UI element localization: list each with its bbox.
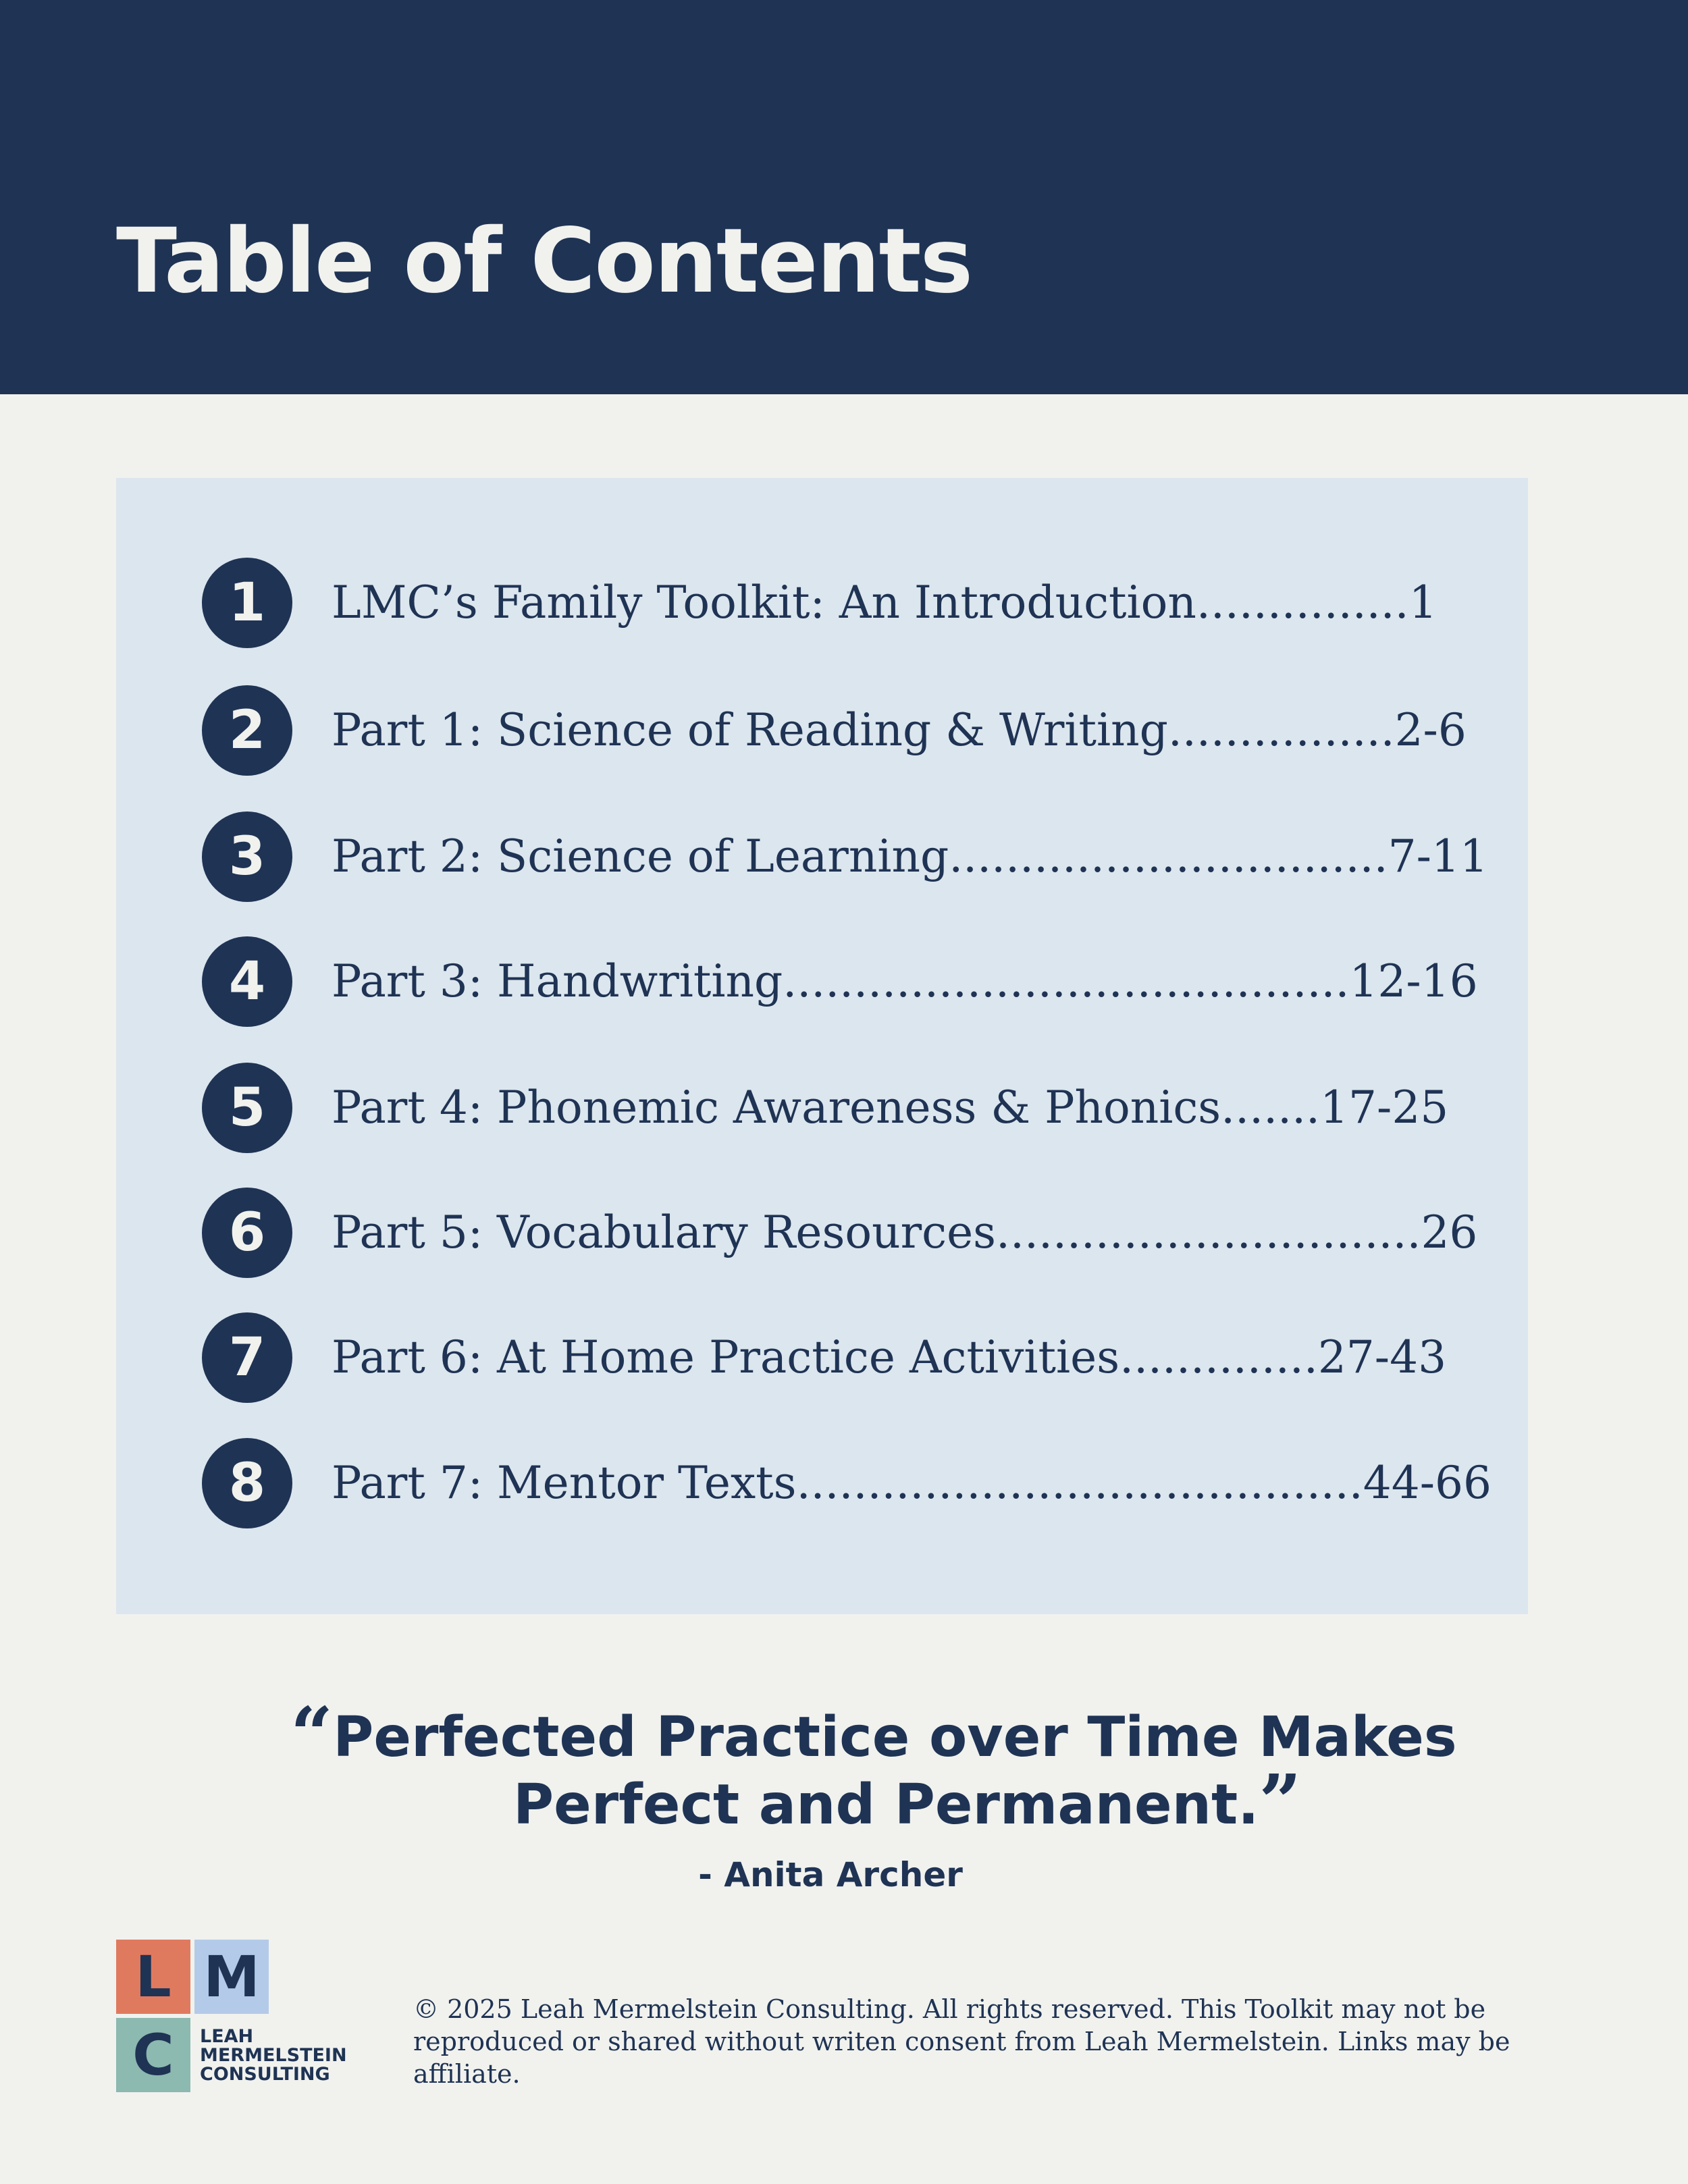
toc-page-range: 27-43 (1317, 1331, 1447, 1383)
toc-panel (116, 478, 1528, 1614)
lmc-logo (116, 1940, 346, 2096)
quote-author: - Anita Archer (698, 1855, 963, 1894)
toc-page-range: 26 (1421, 1206, 1478, 1258)
toc-entry-text (332, 1081, 1448, 1135)
toc-entry-text (332, 1456, 1492, 1510)
toc-leader-dots: ................ (1167, 704, 1395, 756)
toc-entry-text (332, 1331, 1446, 1385)
toc-page-range: 44-66 (1363, 1457, 1492, 1509)
toc-page-range: 12-16 (1349, 955, 1478, 1007)
toc-number-badge: 5 (202, 1063, 292, 1153)
logo-tile-c: C (116, 2018, 190, 2092)
logo-tile-l: L (116, 1940, 190, 2014)
quote-line-1 (290, 1690, 1457, 1778)
toc-entry-title: Part 7: Mentor Texts (332, 1457, 797, 1509)
toc-page-range: 2-6 (1394, 704, 1467, 756)
logo-wordmark-line: CONSULTING (200, 2064, 330, 2085)
toc-entry-title: Part 4: Phonemic Awareness & Phonics (332, 1082, 1221, 1134)
toc-page-range: 7-11 (1388, 830, 1488, 882)
toc-entry-2[interactable] (202, 685, 1467, 776)
toc-entry-text (332, 1206, 1477, 1260)
copyright-notice: © 2025 Leah Mermelstein Consulting. All rights reserved. This Toolkit may not be reproduced or shared without writen consent from Leah Mermelstein. Links may be affiliate. (413, 1994, 1510, 2089)
quote-line-2 (513, 1758, 1302, 1845)
toc-leader-dots: .............. (1119, 1331, 1318, 1383)
toc-entry-title: Part 5: Vocabulary Resources (332, 1206, 997, 1258)
toc-entry-1[interactable] (202, 558, 1438, 648)
toc-leader-dots: ........................................ (783, 955, 1350, 1007)
toc-number-badge: 2 (202, 685, 292, 776)
toc-number-badge: 6 (202, 1188, 292, 1278)
toc-entry-title: Part 2: Science of Learning (332, 830, 949, 882)
toc-number-badge: 8 (202, 1438, 292, 1528)
toc-leader-dots: ............... (1196, 577, 1409, 629)
logo-tile-m: M (194, 1940, 269, 2014)
quote-text-1: Perfected Practice over Time Makes (333, 1705, 1457, 1769)
toc-number-badge: 7 (202, 1312, 292, 1403)
toc-number-badge: 3 (202, 811, 292, 902)
toc-entry-title: Part 3: Handwriting (332, 955, 783, 1007)
logo-wordmark (200, 2027, 347, 2084)
toc-number-badge: 4 (202, 936, 292, 1027)
toc-entry-5[interactable] (202, 1063, 1448, 1153)
toc-entry-title: Part 6: At Home Practice Activities (332, 1331, 1120, 1383)
toc-number-badge: 1 (202, 558, 292, 648)
toc-entry-text (332, 955, 1478, 1009)
toc-leader-dots: ........................................ (796, 1457, 1363, 1509)
toc-entry-8[interactable] (202, 1438, 1492, 1528)
toc-page-range: 1 (1408, 577, 1438, 629)
header-band (0, 0, 1688, 394)
toc-entry-4[interactable] (202, 936, 1478, 1027)
close-quote-icon: ” (1259, 1758, 1302, 1845)
toc-entry-text (332, 576, 1438, 630)
open-quote-icon: “ (290, 1690, 334, 1778)
toc-leader-dots: .............................. (996, 1206, 1421, 1258)
toc-entry-7[interactable] (202, 1312, 1446, 1403)
quote-text-2: Perfect and Permanent. (513, 1773, 1259, 1837)
toc-entry-3[interactable] (202, 811, 1488, 902)
toc-leader-dots: ............................... (949, 830, 1388, 882)
page-title: Table of Contents (116, 209, 972, 313)
toc-entry-6[interactable] (202, 1188, 1477, 1278)
logo-wordmark-line: MERMELSTEIN (200, 2045, 347, 2066)
toc-entry-text (332, 830, 1488, 884)
toc-entry-title: LMC’s Family Toolkit: An Introduction (332, 577, 1196, 629)
toc-leader-dots: ....... (1221, 1082, 1321, 1134)
toc-entry-text (332, 703, 1467, 757)
toc-entry-title: Part 1: Science of Reading & Writing (332, 704, 1168, 756)
toc-page-range: 17-25 (1320, 1082, 1449, 1134)
logo-wordmark-line: LEAH (200, 2026, 254, 2047)
